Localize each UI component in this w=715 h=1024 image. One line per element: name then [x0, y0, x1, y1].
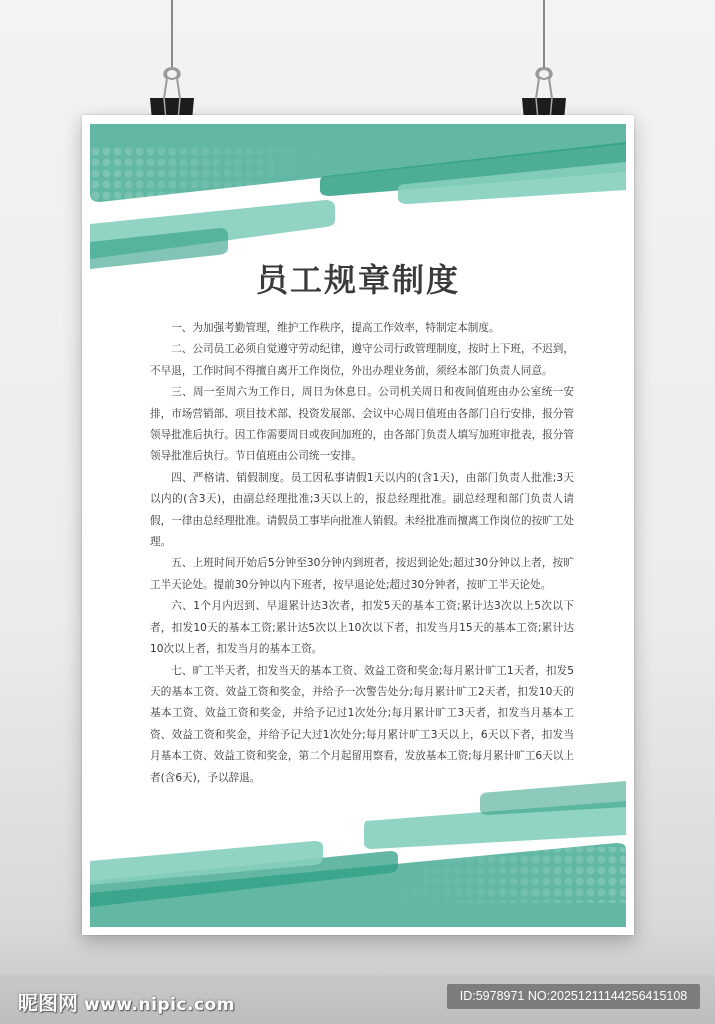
rules-content	[150, 318, 574, 789]
top-wave-decoration	[90, 124, 626, 274]
watermark-bar	[0, 975, 715, 1024]
logo-text: 昵图网	[18, 991, 78, 1015]
rule-paragraph-4: 四、严格请、销假制度。员工因私事请假1天以内的(含1天)，由部门负责人批准;3天以内的(含3天)，由副总经理批准;3天以上的，报总经理批准。副总经理和部门负责人请假，一律由总经理批准。请假员工事毕向批准人销假。未经批准而擅离工作岗位的按旷工处理。	[150, 471, 574, 549]
watermark-url: www.nipic.com	[84, 995, 235, 1015]
rule-paragraph-5: 五、上班时间开始后5分钟至30分钟内到班者，按迟到论处;超过30分钟以上者，按旷工半天论处。提前30分钟以内下班者，按早退论处;超过30分钟者，按旷工半天论处。	[150, 557, 574, 591]
bottom-wave-decoration	[90, 777, 626, 927]
rule-paragraph-2: 二、公司员工必须自觉遵守劳动纪律，遵守公司行政管理制度，按时上下班，不迟到，不早退，工作时间不得擅自离开工作岗位，外出办理业务前，须经本部门负责人同意。	[150, 343, 574, 377]
binder-clip-right-icon	[520, 58, 568, 122]
page-title: 员工规章制度	[255, 261, 460, 299]
rule-paragraph-3: 三、周一至周六为工作日，周日为休息日。公司机关周日和夜间值班由办公室统一安排，市场营销部、项目技术部、投资发展部、会议中心周日值班由各部门自行安排，报分管领导批准后执行。因工作需要周日或夜间加班的，由各部门负责人填写加班审批表，报分管领导批准后执行。节日值班由公司统一安排。	[150, 386, 574, 463]
rule-paragraph-6: 六、1个月内迟到、早退累计达3次者，扣发5天的基本工资;累计达3次以上5次以下者，扣发10天的基本工资;累计达5次以上10次以下者，扣发当月15天的基本工资;累计达10次以上者，扣发当月的基本工资。	[150, 600, 574, 656]
rule-paragraph-7: 七、旷工半天者，扣发当天的基本工资、效益工资和奖金;每月累计旷工1天者，扣发5天的基本工资、效益工资和奖金，并给予一次警告处分;每月累计旷工2天者，扣发10天的基本工资、效益工资和奖金，并给予记过1次处分;每月累计旷工3天者，扣发当月基本工资、效益工资和奖金，并给予记大过1次处分;每月累计旷工3天以上，6天以下者，扣发当月基本工资、效益工资和奖金，第二个月起留用察看，发放基本工资;每月累计旷工6天以上者(含6天)，予以辞退。	[150, 664, 574, 784]
image-id-badge: ID:5978971 NO:20251211144256415108	[447, 984, 700, 1009]
watermark-logo	[18, 987, 235, 1016]
rule-paragraph-1: 一、为加强考勤管理，维护工作秩序，提高工作效率，特制定本制度。	[171, 322, 500, 334]
binder-clip-left-icon	[148, 58, 196, 122]
poster	[82, 115, 634, 935]
